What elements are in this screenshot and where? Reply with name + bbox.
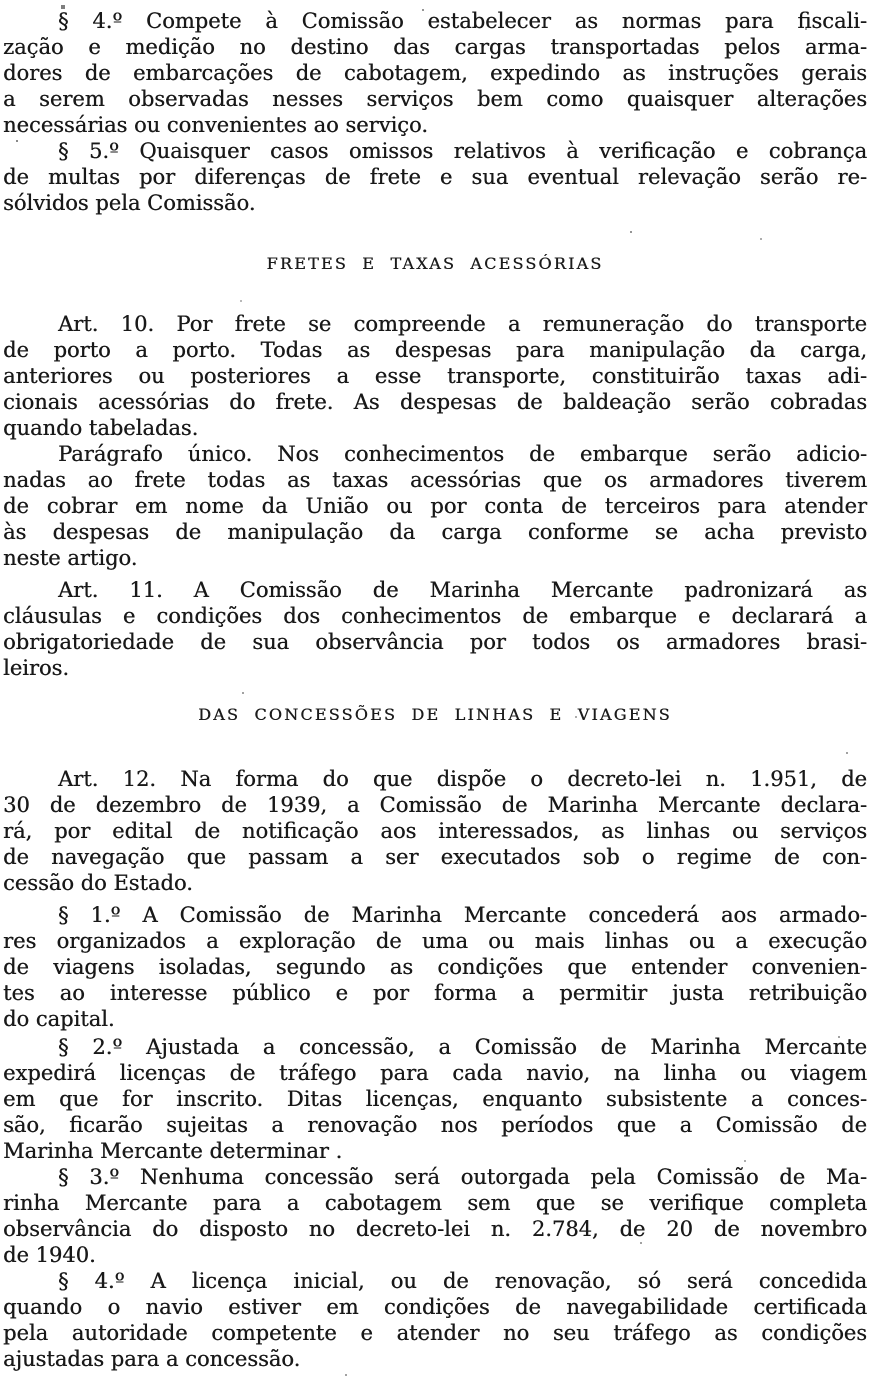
text-line: Art. 12. Na forma do que dispõe o decreto-lei n. 1.951, de — [58, 767, 867, 791]
text-line: § 2.º Ajustada a concessão, a Comissão de Marinha Mercante — [58, 1035, 867, 1059]
paragraph-sec4-bottom — [3, 1268, 867, 1372]
paragraph-sec4-top — [3, 8, 867, 138]
text-line: quando o navio estiver em condições de navegabilidade certificada — [3, 1295, 867, 1319]
paragraph-sec3 — [3, 1164, 867, 1268]
text-line: cláusulas e condições dos conhecimentos de embarque e declarará a — [3, 604, 867, 628]
text-line: § 4.º A licença inicial, ou de renovação, só será concedida — [58, 1269, 867, 1293]
text-line: cessão do Estado. — [3, 871, 193, 895]
scan-noise-speckles — [0, 0, 2, 2]
text-line: Art. 11. A Comissão de Marinha Mercante padronizará as — [58, 578, 867, 602]
text-line: Art. 10. Por frete se compreende a remuneração do transporte — [58, 312, 867, 336]
text-line: do capital. — [3, 1007, 115, 1031]
paragraph-art12 — [3, 766, 867, 896]
text-line: nadas ao frete todas as taxas acessórias que os armadores tiverem — [3, 468, 867, 492]
section-heading-fretes: FRETES E TAXAS ACESSÓRIAS — [266, 254, 604, 273]
text-line: 30 de dezembro de 1939, a Comissão de Marinha Mercante declara- — [3, 793, 867, 817]
text-line: expedirá licenças de tráfego para cada navio, na linha ou viagem — [3, 1061, 867, 1085]
text-line: neste artigo. — [3, 546, 138, 570]
text-line: em que for inscrito. Ditas licenças, enquanto subsistente a conces- — [3, 1087, 867, 1111]
text-line: res organizados a exploração de uma ou mais linhas ou a execução — [3, 929, 867, 953]
paragraph-art10 — [3, 311, 867, 441]
text-line: são, ficarão sujeitas a renovação nos períodos que a Comissão de — [3, 1113, 867, 1137]
text-line: cionais acessórias do frete. As despesas de baldeação serão cobradas — [3, 390, 867, 414]
text-line: § 5.º Quaisquer casos omissos relativos à verificação e cobrança — [58, 139, 867, 163]
text-line: leiros. — [3, 656, 69, 680]
paragraph-art11 — [3, 577, 867, 681]
text-line: rinha Mercante para a cabotagem sem que se verifique completa — [3, 1191, 867, 1215]
text-line: tes ao interesse público e por forma a permitir justa retribuição — [3, 981, 867, 1005]
text-line: dores de embarcações de cabotagem, expedindo as instruções gerais — [3, 61, 867, 85]
text-line: ajustadas para a concessão. — [3, 1347, 301, 1371]
text-line: pela autoridade competente e atender no seu tráfego as condições — [3, 1321, 867, 1345]
text-line: de viagens isoladas, segundo as condições que entender convenien- — [3, 955, 867, 979]
text-line: § 1.º A Comissão de Marinha Mercante concederá aos armado- — [58, 903, 867, 927]
text-line: observância do disposto no decreto-lei n. 2.784, de 20 de novembro — [3, 1217, 867, 1241]
section-heading-concessoes: DAS CONCESSÕES DE LINHAS E VIAGENS — [198, 705, 672, 724]
text-line: de multas por diferenças de frete e sua eventual relevação serão re- — [3, 165, 867, 189]
paragraph-sec1 — [3, 902, 867, 1032]
text-line: de porto a porto. Todas as despesas para manipulação da carga, — [3, 338, 867, 362]
text-line: quando tabeladas. — [3, 416, 199, 440]
text-line: § 3.º Nenhuma concessão será outorgada pela Comissão de Ma- — [58, 1165, 867, 1189]
text-line: obrigatoriedade de sua observância por todos os armadores brasi- — [3, 630, 867, 654]
text-line: zação e medição no destino das cargas transportadas pelos arma- — [3, 35, 867, 59]
paragraph-sec2 — [3, 1034, 867, 1164]
paragraph-sec5 — [3, 138, 867, 216]
text-line: § 4.º Compete à Comissão estabelecer as normas para fiscali- — [58, 9, 867, 33]
text-line: às despesas de manipulação da carga conforme se acha previsto — [3, 520, 867, 544]
text-line: Marinha Mercante determinar . — [3, 1139, 343, 1163]
text-line: anteriores ou posteriores a esse transporte, constituirão taxas adi- — [3, 364, 867, 388]
text-line: rá, por edital de notificação aos interessados, as linhas ou serviços — [3, 819, 867, 843]
paragraph-unico — [3, 441, 867, 571]
text-line: de cobrar em nome da União ou por conta de terceiros para atender — [3, 494, 867, 518]
text-line: a serem observadas nesses serviços bem como quaisquer alterações — [3, 87, 867, 111]
text-line: de 1940. — [3, 1243, 96, 1267]
text-line: necessárias ou convenientes ao serviço. — [3, 113, 428, 137]
text-line: Parágrafo único. Nos conhecimentos de embarque serão adicio- — [58, 442, 867, 466]
text-line: de navegação que passam a ser executados sob o regime de con- — [3, 845, 867, 869]
text-line: sólvidos pela Comissão. — [3, 191, 256, 215]
